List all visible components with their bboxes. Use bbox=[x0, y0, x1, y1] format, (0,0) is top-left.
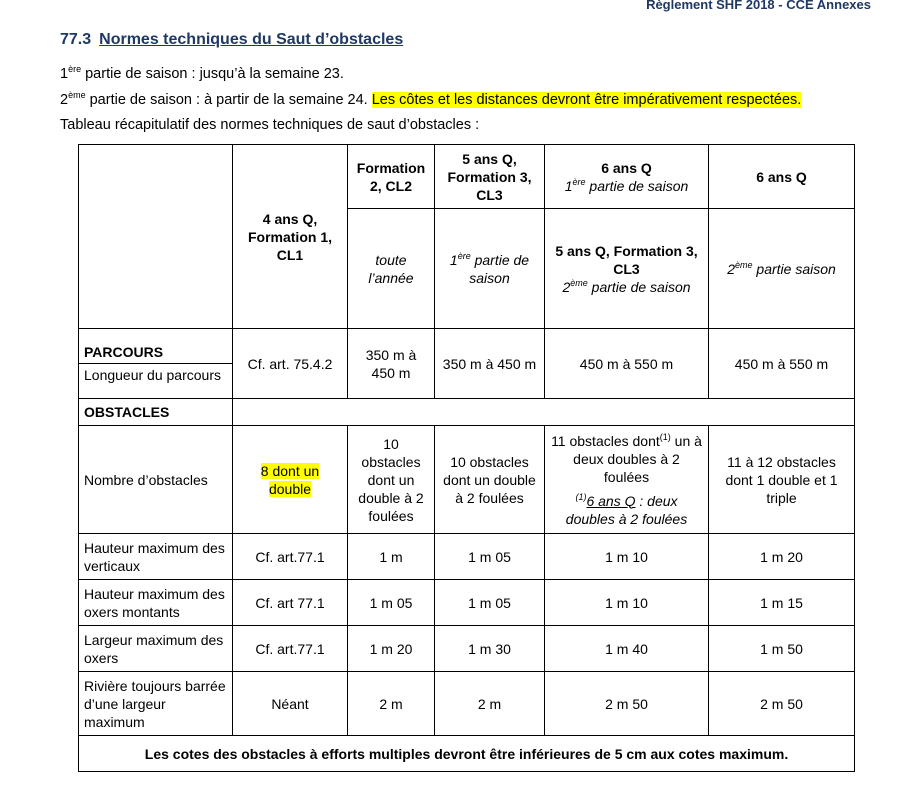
paragraph-second-part bbox=[60, 90, 801, 108]
table-cell: Néant bbox=[233, 672, 348, 736]
header-subtext: partie de saison bbox=[587, 278, 691, 295]
ordinal: 2 bbox=[562, 278, 571, 295]
section-label-parcours: PARCOURS bbox=[84, 344, 164, 360]
header-text: 5 ans Q, Formation 3, CL3 bbox=[555, 242, 698, 277]
table-cell: 2 m bbox=[435, 672, 545, 736]
paragraph-text: partie de saison : jusqu’à la semaine 23. bbox=[81, 66, 344, 82]
ordinal: 1 bbox=[564, 177, 573, 194]
section-title bbox=[60, 31, 403, 49]
ordinal-sup: ème bbox=[735, 259, 753, 270]
header-subtext: partie saison bbox=[752, 260, 836, 277]
header-premiere-partie bbox=[435, 209, 545, 329]
header-6ans-q-first bbox=[545, 145, 709, 209]
ordinal-sup: ère bbox=[572, 176, 586, 187]
ordinal: 1 bbox=[60, 66, 69, 82]
header-formation-2: Formation 2, CL2 bbox=[348, 145, 435, 209]
table-cell: 1 m 30 bbox=[435, 626, 545, 672]
table-cell: 1 m 40 bbox=[545, 626, 709, 672]
header-toute-annee: toute l’année bbox=[348, 209, 435, 329]
table-cell: 1 m 05 bbox=[348, 580, 435, 626]
header-6ans-q: 6 ans Q bbox=[709, 145, 855, 209]
ordinal: 2 bbox=[727, 260, 735, 277]
ordinal-sup: ère bbox=[457, 250, 471, 261]
table-cell: 1 m 05 bbox=[435, 534, 545, 580]
table-cell: 1 m 10 bbox=[545, 580, 709, 626]
table-cell: 1 m 50 bbox=[709, 626, 855, 672]
table-cell: 10 obstacles dont un double à 2 foulées bbox=[348, 426, 435, 534]
section-title-text: Normes techniques du Saut d’obstacles bbox=[99, 31, 404, 48]
table-cell: 1 m 20 bbox=[348, 626, 435, 672]
row-label: Hauteur maximum des verticaux bbox=[79, 534, 233, 580]
row-label: Rivière toujours barrée d’une largeur maximum bbox=[79, 672, 233, 736]
row-label: Hauteur maximum des oxers montants bbox=[79, 580, 233, 626]
header-deuxieme-partie bbox=[709, 209, 855, 329]
table-cell: 1 m 20 bbox=[709, 534, 855, 580]
header-subtext: partie de saison bbox=[585, 177, 689, 194]
ordinal-sup: ème bbox=[68, 90, 86, 100]
ordinal: 2 bbox=[60, 92, 69, 108]
table-cell: 11 à 12 obstacles dont 1 double et 1 triple bbox=[709, 426, 855, 534]
table-footer-note: Les cotes des obstacles à efforts multiples devront être inférieures de 5 cm aux cotes maximum. bbox=[79, 736, 855, 772]
header-subtext: partie de saison bbox=[469, 251, 530, 286]
highlighted-text: 8 dont un double bbox=[260, 462, 320, 497]
table-cell: 350 m à 450 m bbox=[348, 329, 435, 399]
row-label-parcours bbox=[79, 329, 233, 399]
table-cell: 2 m 50 bbox=[709, 672, 855, 736]
footnote-ref: (1) bbox=[575, 491, 587, 502]
paragraph-first-part bbox=[60, 64, 344, 82]
table-cell: Cf. art.77.1 bbox=[233, 534, 348, 580]
table-cell: Cf. art. 75.4.2 bbox=[233, 329, 348, 399]
header-5ans-q: 5 ans Q, Formation 3, CL3 bbox=[435, 145, 545, 209]
footnote-text: : deux doubles à 2 foulées bbox=[565, 492, 688, 527]
footnote-ref: (1) bbox=[659, 431, 671, 442]
cell-text: 11 obstacles dont bbox=[551, 432, 660, 449]
table-cell: 1 m 15 bbox=[709, 580, 855, 626]
table-cell: Cf. art 77.1 bbox=[233, 580, 348, 626]
table-cell: 1 m 05 bbox=[435, 580, 545, 626]
table-cell: 350 m à 450 m bbox=[435, 329, 545, 399]
ordinal-sup: ère bbox=[68, 64, 82, 74]
table-cell: 450 m à 550 m bbox=[709, 329, 855, 399]
footnote-underlined: 6 ans Q bbox=[586, 492, 636, 509]
row-label: Largeur maximum des oxers bbox=[79, 626, 233, 672]
row-label-nombre: Nombre d’obstacles bbox=[79, 426, 233, 534]
header-4ans-q: 4 ans Q, Formation 1, CL1 bbox=[233, 145, 348, 329]
row-label-obstacles: OBSTACLES bbox=[79, 399, 233, 426]
table-cell: 10 obstacles dont un double à 2 foulées bbox=[435, 426, 545, 534]
table-cell-highlighted bbox=[233, 426, 348, 534]
ordinal: 1 bbox=[449, 251, 458, 268]
technical-norms-table bbox=[78, 144, 855, 772]
row-label-longueur: Longueur du parcours bbox=[79, 363, 232, 386]
highlighted-text: Les côtes et les distances devront être impérativement respectées. bbox=[371, 92, 802, 108]
table-corner-cell bbox=[79, 145, 233, 329]
ordinal-sup: ème bbox=[570, 277, 588, 288]
table-cell: Cf. art.77.1 bbox=[233, 626, 348, 672]
paragraph-table-intro: Tableau récapitulatif des normes techniques de saut d’obstacles : bbox=[60, 117, 480, 133]
header-text: 6 ans Q bbox=[601, 159, 652, 176]
table-cell: 2 m bbox=[348, 672, 435, 736]
table-cell: 1 m bbox=[348, 534, 435, 580]
table-cell: 2 m 50 bbox=[545, 672, 709, 736]
paragraph-text: partie de saison : à partir de la semaine 24. bbox=[85, 92, 372, 108]
document-header-title: Règlement SHF 2018 - CCE Annexes bbox=[646, 0, 871, 12]
section-number: 77.3 bbox=[60, 31, 92, 48]
table-cell-with-note bbox=[545, 426, 709, 534]
cell-text: un à deux doubles à 2 foulées bbox=[573, 432, 702, 485]
obstacles-empty-cell bbox=[233, 399, 855, 426]
table-cell: 450 m à 550 m bbox=[545, 329, 709, 399]
header-5ans-q-second bbox=[545, 209, 709, 329]
table-cell: 1 m 10 bbox=[545, 534, 709, 580]
